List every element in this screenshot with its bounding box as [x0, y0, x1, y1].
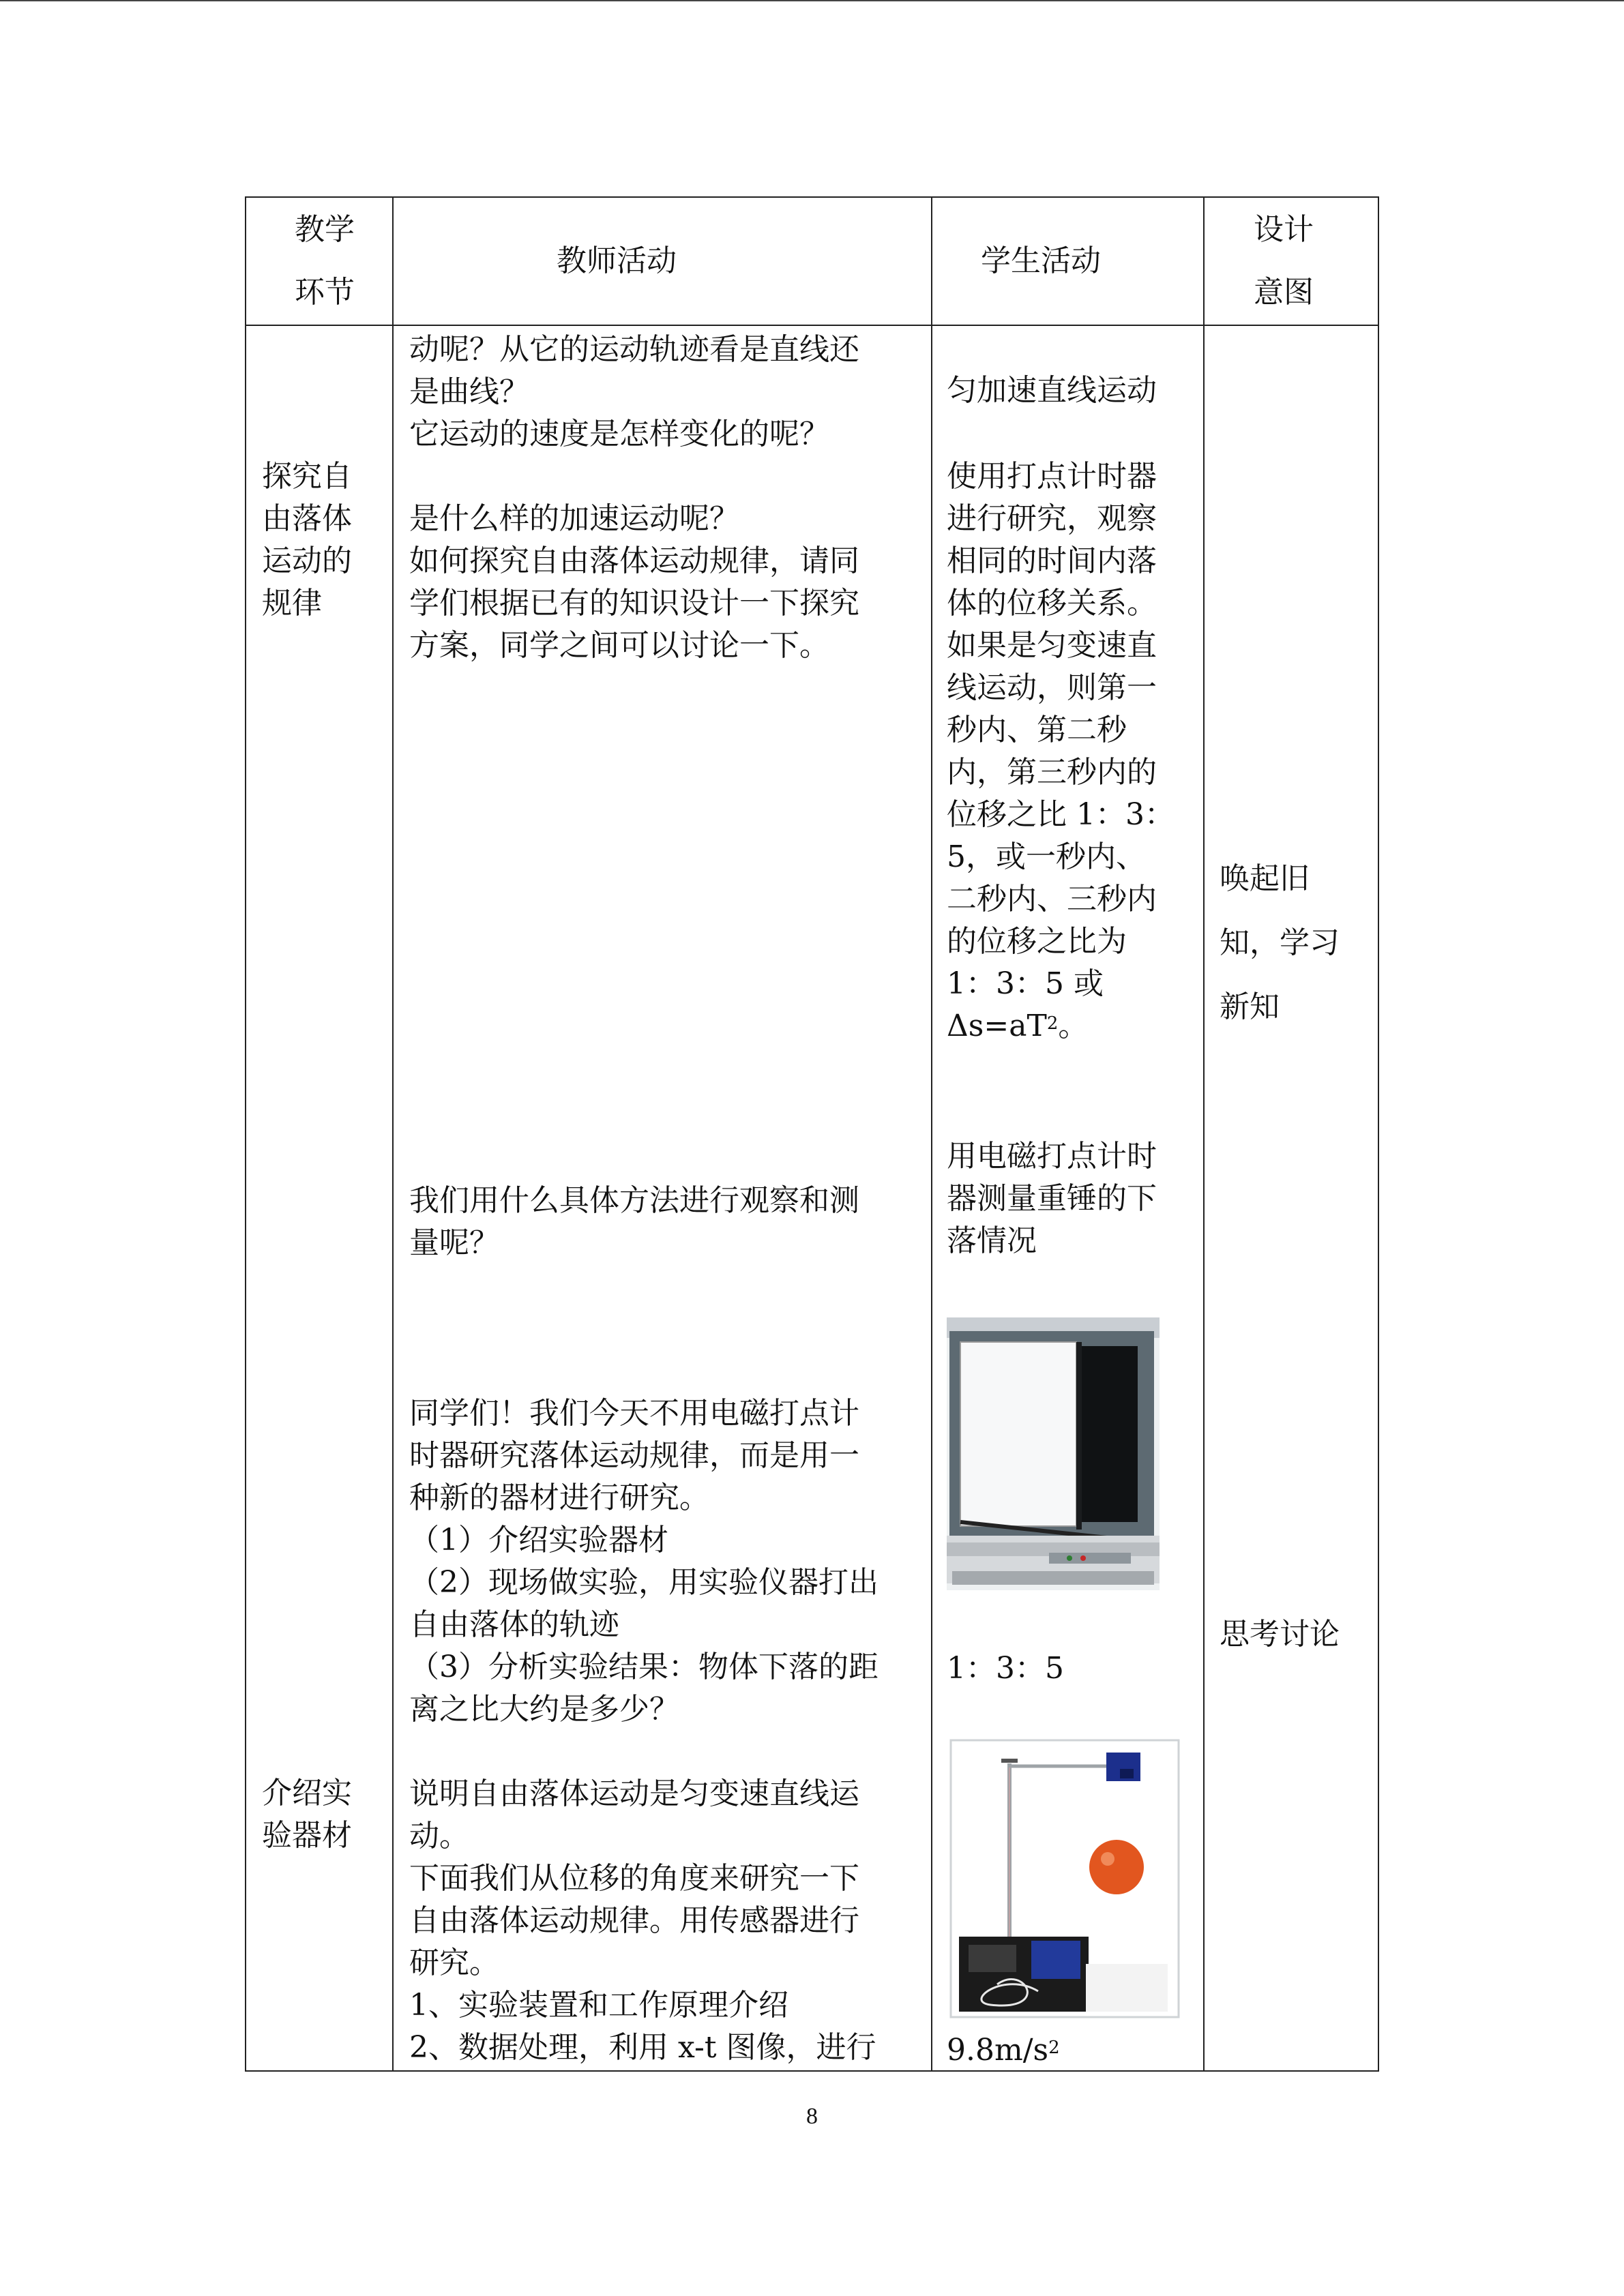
- text-line: 二秒内、三秒内: [947, 882, 1157, 916]
- stage-line: 由落体: [262, 501, 352, 536]
- stage-introduce-equipment: [262, 1772, 352, 1857]
- text-line: 自由落体运动规律。用传感器进行: [409, 1903, 859, 1938]
- distance-ratio: 1：3：5: [947, 1651, 1064, 1686]
- intent-recall-knowledge: [1220, 847, 1340, 1039]
- header-teacher-activity: 教师活动: [557, 243, 677, 278]
- text-line: 落情况: [947, 1223, 1037, 1258]
- text-line: 研究。: [409, 1945, 499, 1980]
- text-line: 方案，同学之间可以讨论一下。: [409, 628, 829, 663]
- column-divider-3: [1203, 196, 1205, 2072]
- text-line: （3）分析实验结果：物体下落的距: [409, 1650, 879, 1684]
- text-line: 我们用什么具体方法进行观察和测: [409, 1183, 859, 1218]
- text-line: 匀加速直线运动: [947, 373, 1157, 408]
- text-line: 2、数据处理，利用 x-t 图像，进行: [409, 2030, 876, 2065]
- text-line: 下面我们从位移的角度来研究一下: [409, 1861, 859, 1896]
- text-line: 1：3：5 或: [947, 966, 1104, 1001]
- accel-base: 9.8m/s: [947, 2033, 1049, 2068]
- text-line: 新知: [1220, 989, 1280, 1024]
- text-line: 自由落体的轨迹: [409, 1607, 619, 1642]
- text-line: 是曲线？: [409, 374, 529, 409]
- text-line: 量呢？: [409, 1225, 499, 1260]
- table-left-border: [245, 196, 246, 2072]
- text-line: 进行研究，观察: [947, 501, 1157, 536]
- header-intent-line2: 意图: [1254, 275, 1314, 310]
- accel-superscript: 2: [1048, 2038, 1060, 2058]
- text-line: 体的位移关系。: [947, 586, 1157, 621]
- formula-line: [947, 1005, 1175, 1047]
- text-line: 如果是匀变速直: [947, 628, 1157, 663]
- header-stage-line1: 教学: [295, 212, 355, 247]
- text-line: （1）介绍实验器材: [409, 1523, 668, 1557]
- text-line: [409, 456, 859, 498]
- text-line: 它运动的速度是怎样变化的呢？: [409, 417, 829, 451]
- student-block-answer: [947, 370, 1157, 412]
- text-line: 动呢？从它的运动轨迹看是直线还: [409, 332, 859, 367]
- stage-line: 运动的: [262, 543, 352, 578]
- text-line: 知，学习: [1220, 925, 1340, 960]
- stage-line: 探究自: [262, 459, 352, 494]
- formula-superscript: 2: [1046, 1013, 1059, 1034]
- page-number: 8: [806, 2104, 818, 2129]
- intent-discussion: 思考讨论: [1220, 1617, 1340, 1652]
- column-divider-1: [392, 196, 394, 2072]
- gravity-acceleration: [947, 2029, 1060, 2072]
- text-line: （2）现场做实验，用实验仪器打出: [409, 1565, 879, 1600]
- text-line: 用电磁打点计时: [947, 1139, 1157, 1174]
- text-line: 秒内、第二秒: [947, 713, 1127, 747]
- text-line: 使用打点计时器: [947, 459, 1157, 494]
- text-line: 线运动，则第一: [947, 670, 1157, 705]
- free-fall-apparatus-photo: [947, 1317, 1160, 1590]
- text-line: 时器研究落体运动规律，而是用一: [409, 1438, 859, 1473]
- text-line: 器测量重锤的下: [947, 1181, 1157, 1216]
- text-line: 动。: [409, 1819, 469, 1853]
- teacher-block-questions: [409, 329, 859, 667]
- column-divider-2: [931, 196, 932, 2072]
- text-line: 5，或一秒内、: [947, 839, 1146, 874]
- apparatus-photo-graphic: [947, 1317, 1160, 1590]
- student-block-measure: [947, 1135, 1157, 1262]
- text-line: 种新的器材进行研究。: [409, 1480, 709, 1515]
- sensor-stand-photo: [949, 1739, 1180, 2018]
- stage-line: 规律: [262, 586, 322, 621]
- stage-line: 介绍实: [262, 1776, 352, 1810]
- sensor-photo-graphic: [949, 1739, 1180, 2018]
- teacher-block-new-equipment: [409, 1392, 879, 1731]
- teacher-block-sensor-study: [409, 1773, 876, 2069]
- table-bottom-border: [245, 2070, 1379, 2072]
- text-line: 唤起旧: [1220, 861, 1310, 896]
- header-intent-line1: 设计: [1254, 212, 1314, 247]
- stage-line: 验器材: [262, 1818, 352, 1853]
- header-student-activity: 学生活动: [981, 243, 1101, 278]
- text-line: 相同的时间内落: [947, 543, 1157, 578]
- table-right-border: [1378, 196, 1379, 2072]
- text-line: 如何探究自由落体运动规律，请同: [409, 543, 859, 578]
- header-stage-line2: 环节: [295, 275, 355, 310]
- text-line: 的位移之比为: [947, 924, 1127, 959]
- formula-base: Δs=aT: [947, 1009, 1047, 1043]
- text-line: 1、实验装置和工作原理介绍: [409, 1988, 788, 2023]
- text-line: 离之比大约是多少？: [409, 1692, 679, 1727]
- student-block-ticker-timer: [947, 456, 1175, 1047]
- table-header-divider: [245, 325, 1379, 326]
- stage-explore-free-fall: [262, 456, 352, 625]
- text-line: 内，第三秒内的: [947, 755, 1157, 790]
- table-top-border: [245, 196, 1379, 198]
- teacher-block-method: [409, 1180, 859, 1264]
- formula-end: 。: [1058, 1009, 1089, 1043]
- text-line: 位移之比 1：3：: [947, 797, 1175, 832]
- text-line: 学们根据已有的知识设计一下探究: [409, 586, 859, 621]
- text-line: 同学们！我们今天不用电磁打点计: [409, 1396, 859, 1431]
- text-line: 说明自由落体运动是匀变速直线运: [409, 1776, 859, 1811]
- text-line: 是什么样的加速运动呢？: [409, 501, 739, 536]
- page-top-border: [0, 0, 1624, 1]
